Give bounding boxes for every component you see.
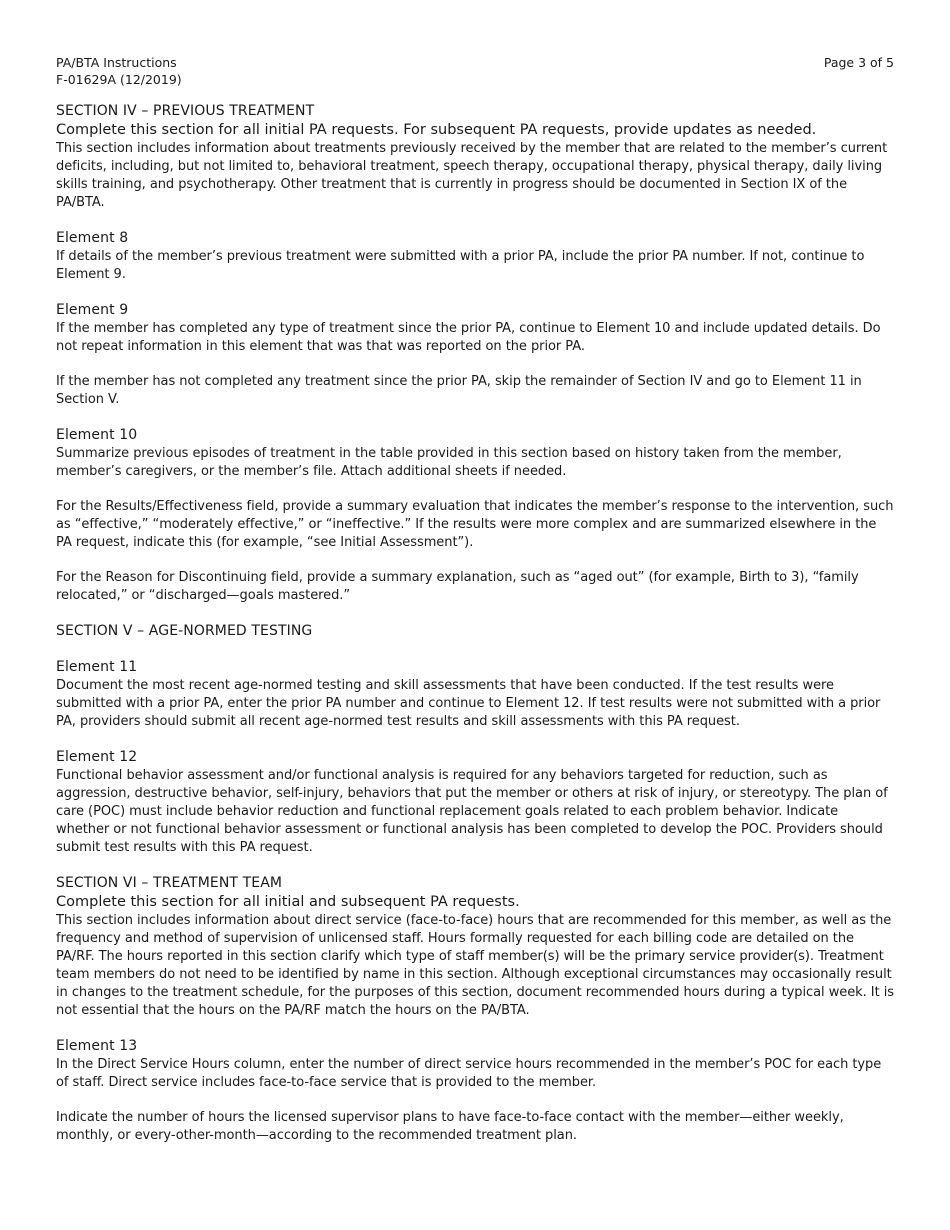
section-iv-heading: SECTION IV – PREVIOUS TREATMENT bbox=[56, 103, 315, 119]
element-8-title: Element 8 bbox=[56, 230, 129, 246]
element-13-text-2: Indicate the number of hours the licensed supervisor plans to have face-to-face contact with the member—either weekly, monthly, or every-other-month—according to the recommended treatment plan. bbox=[56, 1110, 844, 1143]
section-iv bbox=[56, 102, 894, 212]
element-9 bbox=[56, 301, 894, 356]
section-vi-intro: This section includes information about direct service (face-to-face) hours that are recommended for this member, as well as the frequency and method of supervision of unlicensed staff. Hours formally requested for each billing code are detailed on the PA/RF. The hours reported in this section clarify which type of staff member(s) will be the primary service provider(s). Treatment team members do not need to be identified by name in this section. Although exceptional circumstances may occasionally result in changes to the treatment schedule, for the purposes of this section, document recommended hours during a typical week. It is not essential that the hours on the PA/RF match the hours on the PA/BTA. bbox=[56, 913, 895, 1018]
element-9-text-1: If the member has completed any type of treatment since the prior PA, continue to Element 10 and include updated details. Do not repeat information in this element that was that was reported on the prior PA. bbox=[56, 321, 881, 354]
element-10-results bbox=[56, 498, 894, 552]
element-10-discontinuing bbox=[56, 569, 894, 605]
section-vi bbox=[56, 874, 894, 1020]
section-iv-intro: This section includes information about treatments previously received by the member that are related to the member’s current deficits, including, but not limited to, behavioral treatment, speech therapy, occupational therapy, physical therapy, daily living skills training, and psychotherapy. Other treatment that is currently in progress should be documented in Section IX of the PA/BTA. bbox=[56, 141, 888, 210]
document-page bbox=[56, 54, 894, 1162]
header-left bbox=[56, 54, 182, 88]
element-12-text: Functional behavior assessment and/or functional analysis is required for any behaviors targeted for reduction, such as aggression, destructive behavior, self-injury, behaviors that put the member or others at risk of injury, or stereotypy. The plan of care (POC) must include behavior reduction and functional replacement goals related to each problem behavior. Indicate whether or not functional behavior assessment or functional analysis has been completed to develop the POC. Providers should submit test results with this PA request. bbox=[56, 768, 888, 855]
element-13 bbox=[56, 1037, 894, 1092]
element-10-text-2: For the Results/Effectiveness field, provide a summary evaluation that indicates the member’s response to the intervention, such as “effective,” “moderately effective,” or “ineffective.” If the results were more complex and are summarized elsewhere in the PA request, indicate this (for example, “see Initial Assessment”). bbox=[56, 499, 894, 550]
element-10-text-3: For the Reason for Discontinuing field, provide a summary explanation, such as “aged out” (for example, Birth to 3), “family relocated,” or “discharged—goals mastered.” bbox=[56, 570, 859, 603]
element-11-text: Document the most recent age-normed testing and skill assessments that have been conducted. If the test results were submitted with a prior PA, enter the prior PA number and continue to Element 12. If test results were not submitted with a prior PA, providers should submit all recent age-normed test results and skill assessments with this PA request. bbox=[56, 678, 881, 729]
page-header bbox=[56, 54, 894, 90]
element-10 bbox=[56, 426, 894, 481]
element-11-title: Element 11 bbox=[56, 659, 138, 675]
document-title: PA/BTA Instructions bbox=[56, 55, 177, 70]
section-v-heading: SECTION V – AGE-NORMED TESTING bbox=[56, 623, 313, 639]
document-body bbox=[56, 102, 894, 1145]
element-13-text-1: In the Direct Service Hours column, enter the number of direct service hours recommended in the member’s POC for each type of staff. Direct service includes face-to-face service that is provided to the member. bbox=[56, 1057, 882, 1090]
section-iv-subheading: Complete this section for all initial PA requests. For subsequent PA requests, provide updates as needed. bbox=[56, 122, 817, 138]
page-number: Page 3 of 5 bbox=[823, 55, 894, 70]
element-10-title: Element 10 bbox=[56, 427, 138, 443]
element-11 bbox=[56, 658, 894, 731]
section-v bbox=[56, 622, 894, 641]
element-10-text-1: Summarize previous episodes of treatment in the table provided in this section based on history taken from the member, member’s caregivers, or the member’s file. Attach additional sheets if needed. bbox=[56, 446, 842, 479]
element-13-supervision bbox=[56, 1109, 894, 1145]
element-8-text: If details of the member’s previous treatment were submitted with a prior PA, include the prior PA number. If not, continue to Element 9. bbox=[56, 249, 865, 282]
element-13-title: Element 13 bbox=[56, 1038, 138, 1054]
section-vi-heading: SECTION VI – TREATMENT TEAM bbox=[56, 875, 283, 891]
element-9-continued bbox=[56, 373, 894, 409]
element-8 bbox=[56, 229, 894, 284]
element-12-title: Element 12 bbox=[56, 749, 138, 765]
form-number: F-01629A (12/2019) bbox=[56, 72, 182, 87]
element-9-text-2: If the member has not completed any treatment since the prior PA, skip the remainder of Section IV and go to Element 11 in Section V. bbox=[56, 374, 862, 407]
element-9-title: Element 9 bbox=[56, 302, 129, 318]
section-vi-subheading: Complete this section for all initial and subsequent PA requests. bbox=[56, 894, 520, 910]
element-12 bbox=[56, 748, 894, 857]
